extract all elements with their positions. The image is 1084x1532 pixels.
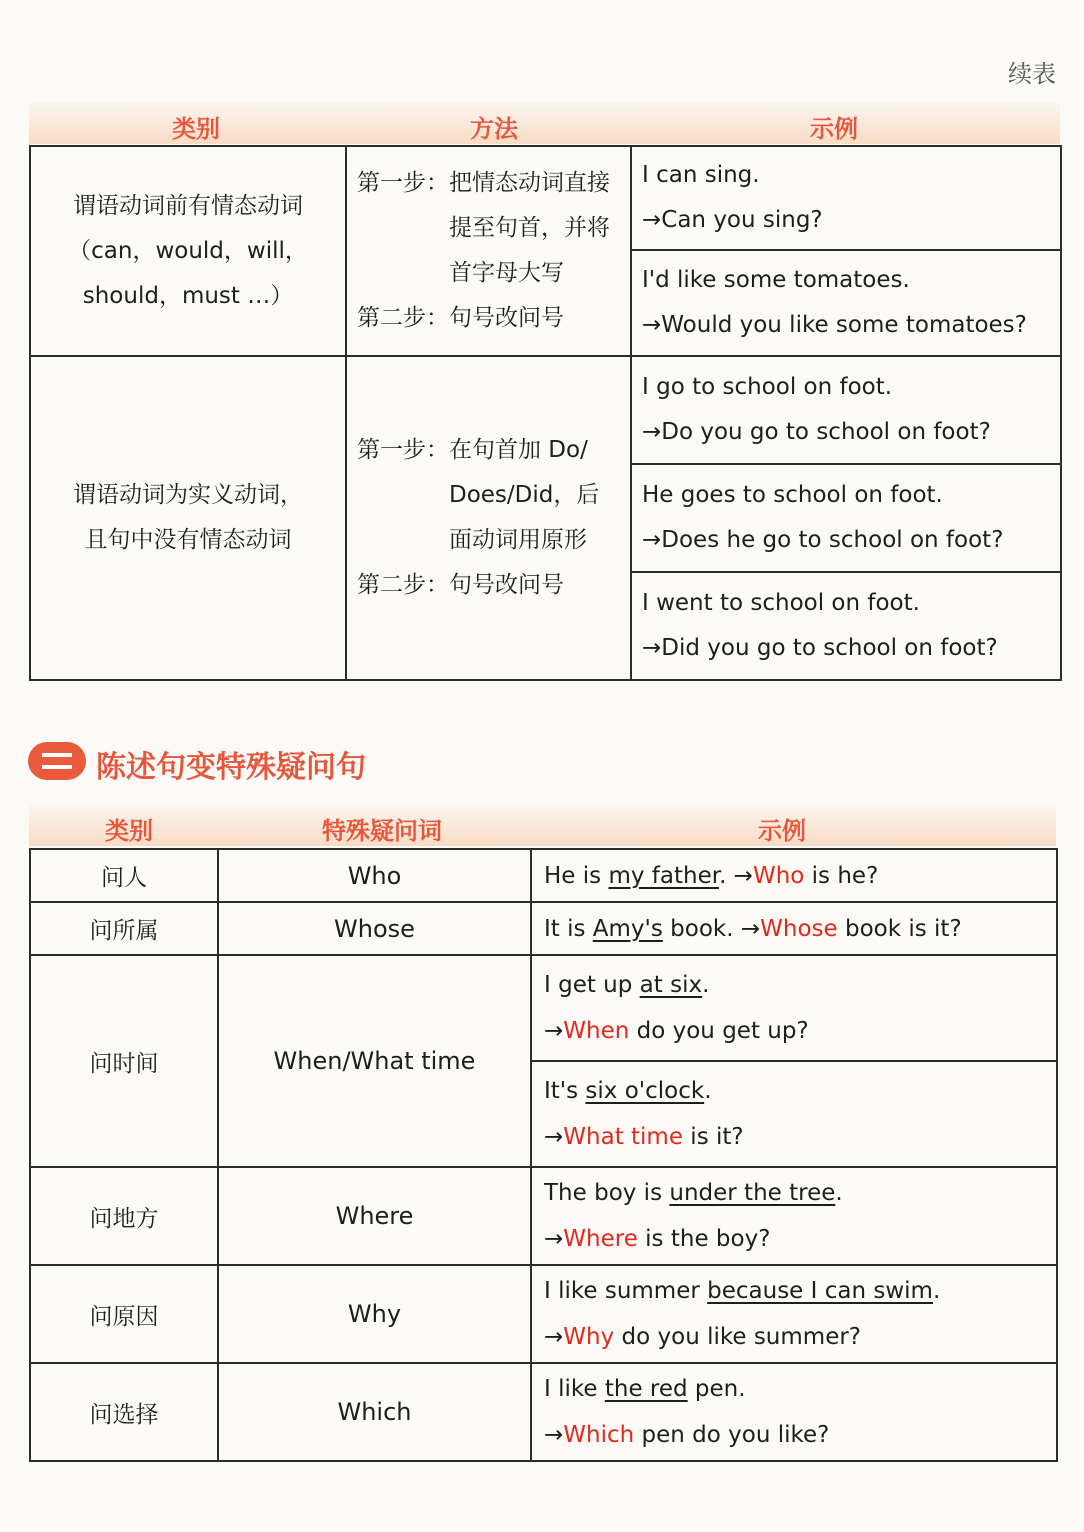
wh-word-cell: Whose xyxy=(218,902,531,955)
method-cell: 第一步：在句首加 Do/ Does/Did，后 面动词用原形 第二步：句号改问号 xyxy=(346,356,631,680)
example-cell: I like summer because I can swim. →Why do you like summer? xyxy=(531,1265,1057,1363)
wh-word-cell: When/What time xyxy=(218,955,531,1167)
table2-header-example: 示例 xyxy=(758,817,806,845)
wh-question-table xyxy=(29,848,1058,1462)
category-cell: 问人 xyxy=(30,849,218,902)
category-cell: 谓语动词为实义动词， 且句中没有情态动词 xyxy=(30,356,346,680)
wh-word-cell: Why xyxy=(218,1265,531,1363)
example-cell: The boy is under the tree. →Where is the boy? xyxy=(531,1167,1057,1265)
table2-header xyxy=(29,804,1056,846)
wh-word-cell: Where xyxy=(218,1167,531,1265)
example-cell: I get up at six. →When do you get up? xyxy=(531,955,1057,1061)
wh-word-cell: Who xyxy=(218,849,531,902)
category-cell: 问原因 xyxy=(30,1265,218,1363)
example-cell: I can sing. →Can you sing? xyxy=(631,146,1061,250)
category-cell: 谓语动词前有情态动词 （can，would，will， should，must …） xyxy=(30,146,346,356)
method-cell: 第一步：把情态动词直接 提至句首，并将 首字母大写 第二步：句号改问号 xyxy=(346,146,631,356)
table2-header-category: 类别 xyxy=(105,817,153,845)
example-cell: He goes to school on foot. →Does he go to school on foot? xyxy=(631,464,1061,572)
example-cell: I like the red pen. →Which pen do you like? xyxy=(531,1363,1057,1461)
section-title-text: 陈述句变特殊疑问句 xyxy=(96,750,366,785)
example-cell: It is Amy's book. →Whose book is it? xyxy=(531,902,1057,955)
modal-verb-table xyxy=(29,145,1062,681)
example-cell: I go to school on foot. →Do you go to school on foot? xyxy=(631,356,1061,464)
example-cell: He is my father. →Who is he? xyxy=(531,849,1057,902)
category-cell: 问时间 xyxy=(30,955,218,1167)
category-cell: 问所属 xyxy=(30,902,218,955)
category-cell: 问地方 xyxy=(30,1167,218,1265)
example-cell: I'd like some tomatoes. →Would you like some tomatoes? xyxy=(631,250,1061,356)
number-three-badge-icon xyxy=(28,742,86,780)
table1-header-example: 示例 xyxy=(810,115,858,143)
example-cell: It's six o'clock. →What time is it? xyxy=(531,1061,1057,1167)
table1-header xyxy=(29,102,1060,144)
wh-word-cell: Which xyxy=(218,1363,531,1461)
continued-label: 续表 xyxy=(1008,60,1056,88)
table1-header-category: 类别 xyxy=(172,115,220,143)
example-cell: I went to school on foot. →Did you go to school on foot? xyxy=(631,572,1061,680)
table2-header-word: 特殊疑问词 xyxy=(322,817,442,845)
category-cell: 问选择 xyxy=(30,1363,218,1461)
table1-header-method: 方法 xyxy=(470,115,518,143)
